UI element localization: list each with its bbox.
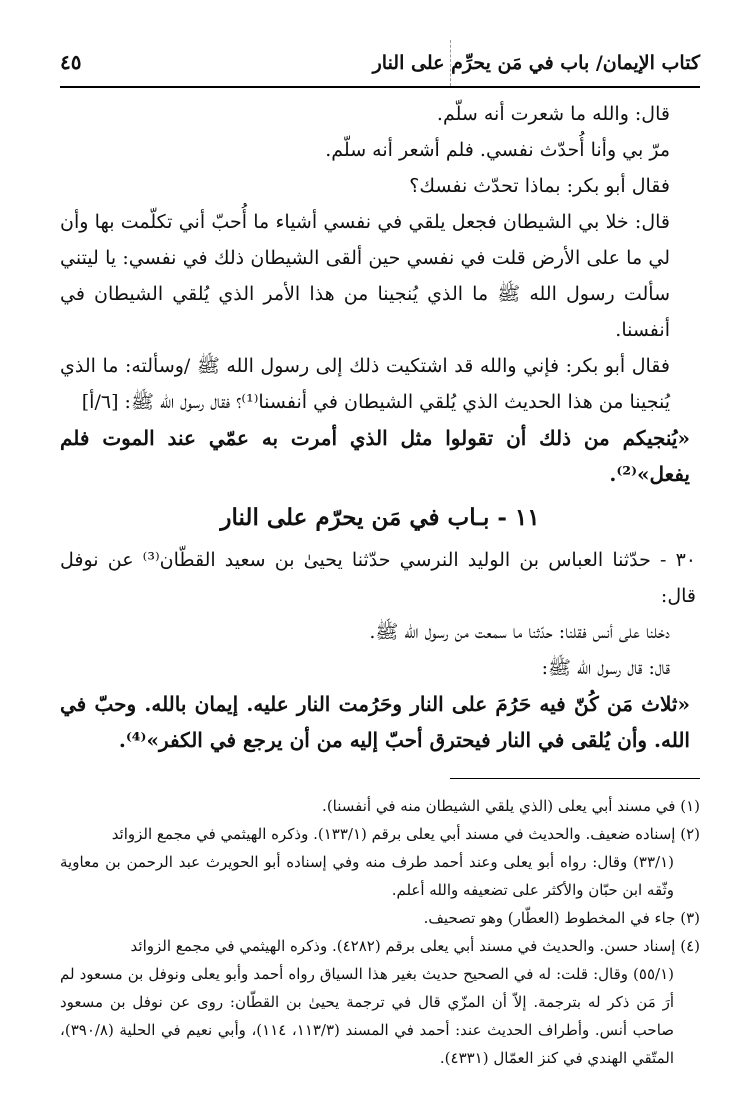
footnote: (٣) جاء في المخطوط (العطّار) وهو تصحيف. bbox=[423, 909, 700, 927]
narration-chain: ٣٠ - حدّثنا العباس بن الوليد النرسي حدّثنا يحيىٰ بن سعيد القطّان⁽³⁾ عن نوفل قال: bbox=[60, 549, 697, 607]
running-title: كتاب الإيمان/ باب في مَن يحرِّم على النار bbox=[372, 52, 700, 74]
page-number: ٤٥ bbox=[60, 50, 82, 74]
page-header bbox=[60, 40, 700, 88]
paragraph-text: فقال أبو بكر: فإني والله قد اشتكيت ذلك إلى رسول الله ﷺ /وسألته: ما الذي يُنجينا من هذا الحديث الذي يُلقي الشيطان في أنفسنا⁽¹⁾؟ فقال رسول الله ﷺ: bbox=[60, 355, 670, 413]
footnote: (٢) إسناده ضعيف. والحديث في مسند أبي يعلى برقم (١٣٣/١). وذكره الهيثمي في مجمع الزوائد bbox=[111, 825, 700, 843]
chapter-title: ١١ - بـاب في مَن يحرّم على النار bbox=[220, 504, 540, 531]
paragraph: قال: والله ما شعرت أنه سلّم. bbox=[436, 103, 670, 125]
footnote-continuation: (٥٥/١) وقال: قلت: له في الصحيح حديث بغير هذا السياق رواه أحمد وأبو يعلى ونوفل بن مسعود لم أرَ مَن ذكر له بترجمة. إلاّ أن المزّي قال في ترجمة يحيىٰ بن القطّان: روى عن نوفل بن مسعود صاحب أنس. وأطراف الحديث عند: أحمد في المسند (١١٣/٣، ١١٤)، وأبي نعيم في الحلية (٣٩٠/٨)، المتّقي الهندي في كنز العمّال (٤٣٣١). bbox=[60, 965, 674, 1067]
hadith-text: «يُنجيكم من ذلك أن تقولوا مثل الذي أمرت به عمّي عند الموت فلم يفعل»⁽²⁾. bbox=[60, 426, 690, 486]
paragraph bbox=[60, 348, 700, 420]
paragraph: مرّ بي وأنا أُحدّث نفسي. فلم أشعر أنه سلّم. bbox=[325, 139, 670, 161]
footnote-continuation: (٣٣/١) وقال: رواه أبو يعلى وعند أحمد طرف منه وفي إسناده أبو الحويرث عبد الرحمن بن معاوية وثّقه ابن حبّان والأكثر على تضعيفه والله أعلم. bbox=[60, 853, 674, 899]
paragraph: قال: قال رسول الله ﷺ: bbox=[541, 657, 670, 679]
paragraph: قال: خلا بي الشيطان فجعل يلقي في نفسي أشياء ما أُحبّ أني تكلّمت بها وأن لي ما على الأرض قلت في نفسي حين ألقى الشيطان ذلك في نفسي: يا ليتني سألت رسول الله ﷺ ما الذي يُنجينا من هذا الأمر الذي يُلقي الشيطان في أنفسنا. bbox=[60, 211, 671, 341]
footnote-divider bbox=[450, 778, 700, 779]
footnotes bbox=[60, 792, 700, 1072]
folio-marker: [٦/أ] bbox=[81, 391, 119, 413]
paragraph: دخلنا على أنس فقلنا: حدّثنا ما سمعت من رسول الله ﷺ. bbox=[369, 621, 670, 643]
hadith-text: «ثلاث مَن كُنّ فيه حَرُمَ على النار وحَرُمت النار عليه. إيمان بالله. وحبّ في الله. وأن يُلقى في النار فيحترق أحبّ إليه من أن يرجع في الكفر»⁽⁴⁾. bbox=[60, 692, 690, 752]
gutter-line bbox=[450, 40, 451, 86]
footnote: (١) في مسند أبي يعلى (الذي يلقي الشيطان منه في أنفسنا). bbox=[322, 797, 700, 815]
paragraph: فقال أبو بكر: بماذا تحدّث نفسك؟ bbox=[409, 175, 670, 197]
footnote: (٤) إسناد حسن. والحديث في مسند أبي يعلى برقم (٤٢٨٢). وذكره الهيثمي في مجمع الزوائد bbox=[130, 937, 700, 955]
book-page bbox=[60, 40, 700, 1067]
main-text bbox=[60, 96, 700, 758]
